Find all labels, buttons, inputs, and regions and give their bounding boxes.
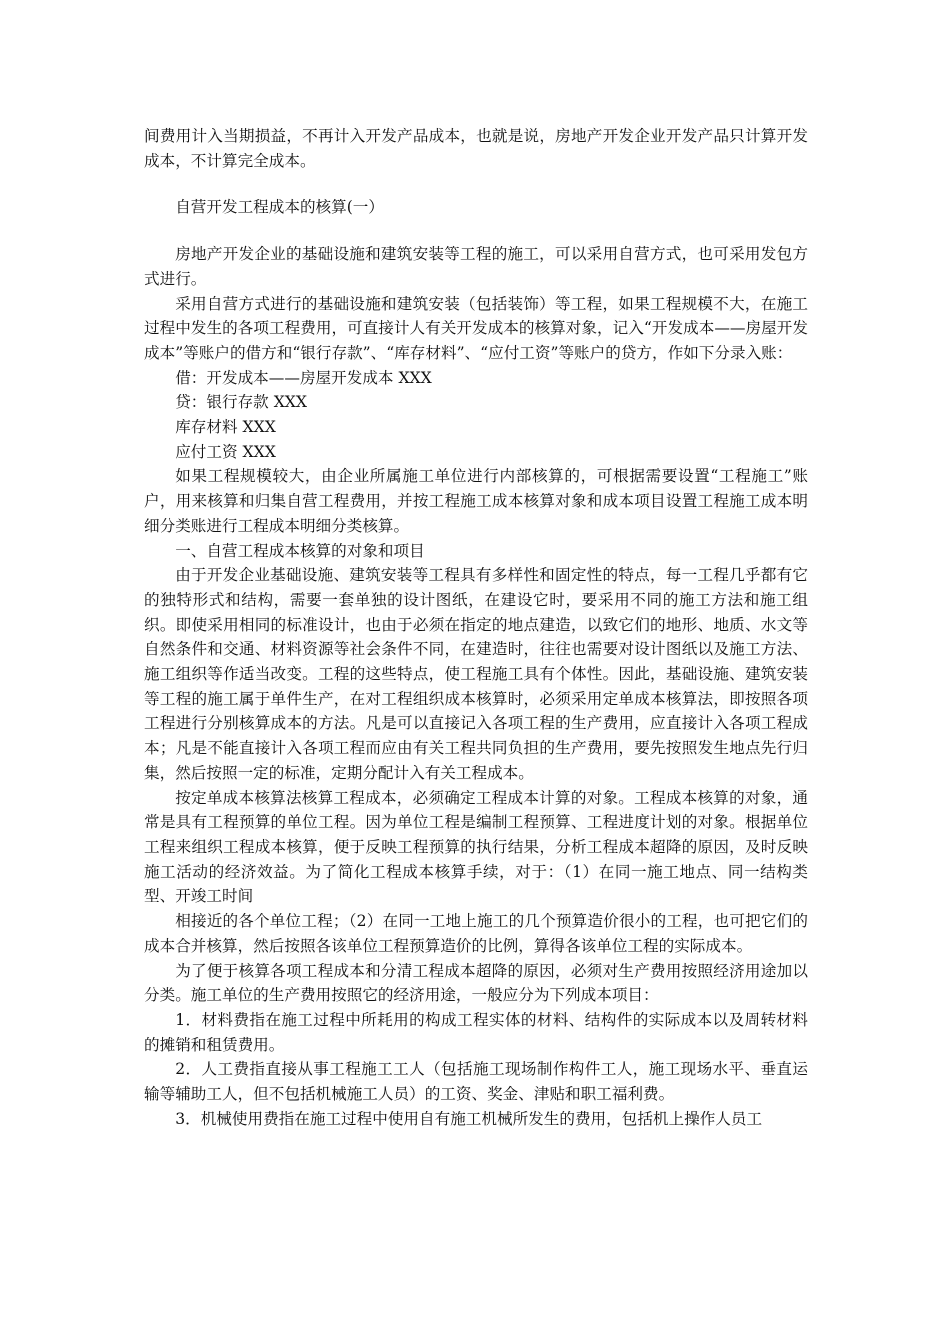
- journal-entry-credit-2: 库存材料 XXX: [175, 418, 276, 437]
- paragraph-4: 采用自营方式进行的基础设施和建筑安装（包括装饰）等工程，如果工程规模不大，在施工过程中发生的各项工程费用，可直接计人有关开发成本的核算对象，记入“开发成本——房屋开发成本”等账户的借方和“银行存款”、“库存材料”、“应付工资”等账户的贷方，作如下分录入账：: [144, 294, 808, 362]
- paragraph-11: 由于开发企业基础设施、建筑安装等工程具有多样性和固定性的特点，每一工程几乎都有它的独特形式和结构，需要一套单独的设计图纸，在建设它时，要采用不同的施工方法和施工组织。即使采用相同的标准设计，也由于必须在指定的地点建造，以致它们的地形、地质、水文等自然条件和交通、材料资源等社会条件不同，在建造时，往往也需要对设计图纸以及施工方法、施工组织等作适当改变。工程的这些特点，使工程施工具有个体性。因此，基础设施、建筑安装等工程的施工属于单件生产，在对工程组织成本核算时，必须采用定单成本核算法，即按照各项工程进行分别核算成本的方法。凡是可以直接记入各项工程的生产费用，应直接计入各项工程成本；凡是不能直接计入各项工程而应由有关工程共同负担的生产费用，要先按照发生地点先行归集，然后按照一定的标准，定期分配计入有关工程成本。: [144, 566, 808, 782]
- paragraph-3: 房地产开发企业的基础设施和建筑安装等工程的施工，可以采用自营方式，也可采用发包方式进行。: [144, 245, 808, 288]
- paragraph-12: 按定单成本核算法核算工程成本，必须确定工程成本计算的对象。工程成本核算的对象，通常是具有工程预算的单位工程。因为单位工程是编制工程预算、工程进度计划的对象。根据单位工程来组织工程成本核算，便于反映工程预算的执行结果，分析工程成本超降的原因，及时反映施工活动的经济效益。为了简化工程成本核算手续，对于：（1）在同一施工地点、同一结构类型、开竣工时间: [144, 788, 808, 906]
- journal-entry-credit-3: 应付工资 XXX: [175, 442, 276, 461]
- journal-entry-debit: 借：开发成本——房屋开发成本 XXX: [175, 368, 432, 387]
- paragraph-14: 为了便于核算各项工程成本和分清工程成本超降的原因，必须对生产费用按照经济用途加以分类。施工单位的生产费用按照它的经济用途，一般应分为下列成本项目：: [144, 961, 808, 1005]
- paragraph-13: 相接近的各个单位工程；（2）在同一工地上施工的几个预算造价很小的工程，也可把它们的成本合并核算，然后按照各该单位工程预算造价的比例，算得各该单位工程的实际成本。: [144, 912, 808, 955]
- list-item-machinery-cost: 3．机械使用费指在施工过程中使用自有施工机械所发生的费用，包括机上操作人员工: [175, 1109, 763, 1128]
- section-heading: 自营开发工程成本的核算(一）: [175, 198, 384, 217]
- document-body: [144, 124, 808, 1131]
- paragraph-1: 间费用计入当期损益，不再计入开发产品成本，也就是说，房地产开发企业开发产品只计算开发成本，不计算完全成本。: [144, 127, 808, 170]
- subsection-heading: 一、自营工程成本核算的对象和项目: [175, 541, 425, 560]
- list-item-material-cost: 1．材料费指在施工过程中所耗用的构成工程实体的材料、结构件的实际成本以及周转材料的摊销和租赁费用。: [144, 1010, 808, 1054]
- journal-entry-credit-1: 贷：银行存款 XXX: [175, 393, 308, 412]
- list-item-labor-cost: 2．人工费指直接从事工程施工工人（包括施工现场制作构件工人，施工现场水平、垂直运输等辅助工人，但不包括机械施工人员）的工资、奖金、津贴和职工福利费。: [144, 1060, 808, 1104]
- paragraph-9: 如果工程规模较大，由企业所属施工单位进行内部核算的，可根据需要设置“工程施工”账户，用来核算和归集自营工程费用，并按工程施工成本核算对象和成本项目设置工程施工成本明细分类账进行工程成本明细分类核算。: [144, 467, 808, 535]
